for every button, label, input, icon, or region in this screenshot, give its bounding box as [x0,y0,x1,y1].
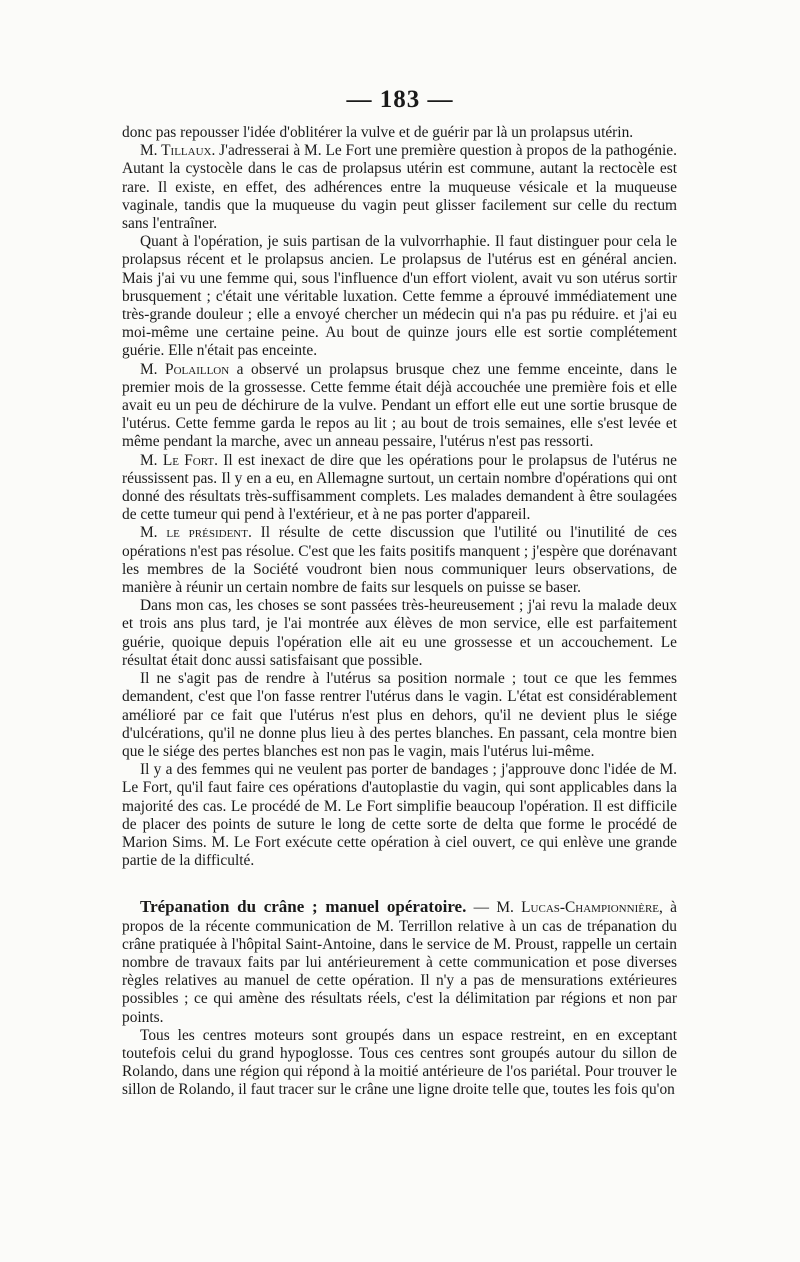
paragraph-tillaux: M. Tillaux. J'adresserai à M. Le Fort une première question à propos de la pathogénie. Autant la cystocèle dans le cas de prolapsus utérin est commune, autant la rectocèle est rare. Il existe, en effet, des adhérences entre la muqueuse vésicale et la muqueuse vaginale, tandis que la muqueuse du vagin peut glisser facilement sur celle du rectum sans l'entraîner. [122,142,677,233]
paragraph-continuation: donc pas repousser l'idée d'oblitérer la vulve et de guérir par là un prolapsus utérin. [122,124,634,141]
paragraph-polaillon: M. Polaillon a observé un prolapsus brusque chez une femme enceinte, dans le premier mois de la grossesse. Cette femme était déjà accouchée une première fois et elle avait eu un peu de déchirure de la vulve. Pendant un effort elle eut une sortie brusque de l'utérus. Cette femme garda le repos au lit ; au bout de trois semaines, elle s'est levée et même pendant la marche, avec un anneau pessaire, l'utérus n'est pas ressorti. [122,360,677,451]
paragraph-centres-moteurs: Tous les centres moteurs sont groupés dans un espace restreint, en en exceptant toutefois celui du grand hypoglosse. Tous ces centres sont groupés autour du sillon de Rolando, dans une région qui répond à la moitié antérieure de l'os pariétal. Pour trouver le sillon de Rolando, il faut tracer sur le crâne une ligne droite telle que, toutes les fois qu'on [122,1026,677,1099]
section-title: Trépanation du crâne ; manuel opératoire. [140,897,467,917]
paragraph-president: M. le président. Il résulte de cette discussion que l'utilité ou l'inutilité de ces opérations n'est pas résolue. C'est que les faits positifs manquent ; j'espère que dorénavant les membres de la Société voudront bien nous communiquer leurs observations, de manière à réunir un certain nombre de faits sur lesquels on puisse se baser. [122,524,677,597]
body-text [122,124,677,1100]
paragraph-le-fort: M. Le Fort. Il est inexact de dire que les opérations pour le prolapsus de l'utérus ne réussissent pas. Il y en a eu, en Allemagne surtout, un certain nombre d'opérations qui ont donné des résultats très-suffisamment complets. Les malades demandent à être soulagées de cette tumeur qui pend à l'extérieur, et à ne pas porter d'appareil. [122,451,677,524]
speaker-name: M. Le Fort. [140,451,218,469]
paragraph-operation: Quant à l'opération, je suis partisan de la vulvorrhaphie. Il faut distinguer pour cela le prolapsus récent et le prolapsus ancien. Le prolapsus de l'utérus est en général ancien. Mais j'ai vu une femme qui, sous l'influence d'un effort violent, avait vu son utérus sortir brusquement ; c'était une véritable luxation. Cette femme a éprouvé immédiatement une très-grande douleur ; elle a envoyé chercher un médecin qui n'a pas pu réduire. et j'ai eu moi-même une certaine peine. Au bout de quinze jours elle est sortie complétement guérie. Elle n'était pas enceinte. [122,233,677,360]
paragraph-position: Il ne s'agit pas de rendre à l'utérus sa position normale ; tout ce que les femmes demandent, c'est que l'on fasse rentrer l'utérus dans le vagin. L'état est considérablement amélioré par ce fait que l'utérus n'est plus en dehors, qu'il ne devient plus le siége d'ulcérations, qu'il ne donne plus lieu à des pertes blanches. En passant, cela montre bien que le siége des pertes blanches est non pas le vagin, mais l'utérus lui-même. [122,670,677,760]
speaker-name: M. Tillaux. [140,142,216,160]
paragraph-mon-cas: Dans mon cas, les choses se sont passées très-heureusement ; j'ai revu la malade deux et trois ans plus tard, je l'ai montrée aux élèves de mon service, elle est parfaitement guérie, quoique depuis l'opération elle ait eu une grossesse et un accouchement. Le résultat était donc aussi satisfaisant que possible. [122,597,677,669]
page-number: — 183 — [346,86,454,113]
section-trepanation: Trépanation du crâne ; manuel opératoire. — M. Lucas-Championnière, à propos de la récente communication de M. Terrillon relative à un cas de trépanation du crâne pratiquée à l'hôpital Saint-Antoine, dans le service de M. Proust, rappelle un certain nombre de travaux faits par lui antérieurement à cette communication et pose diverses règles relatives au manuel de cette opération. Il n'y a pas de mensurations extérieures possibles ; ce qui amène des résultats réels, c'est la délimitation par régions et non par points. [122,897,677,1026]
speaker-name: M. Polaillon [140,360,230,378]
paragraph-bandages: Il y a des femmes qui ne veulent pas porter de bandages ; j'approuve donc l'idée de M. Le Fort, qu'il faut faire ces opérations d'autoplastie du vagin, qui sont applicables dans la majorité des cas. Le procédé de M. Le Fort simplifie beaucoup l'opération. Il est difficile de placer des points de suture le long de cette sorte de delta que forme le procédé de Marion Sims. M. Le Fort exécute cette opération à ciel ouvert, ce qui enlève une grande partie de la difficulté. [122,761,677,870]
speaker-name: M. le président. [140,524,252,542]
section-author: — M. Lucas-Championnière, [466,899,663,917]
